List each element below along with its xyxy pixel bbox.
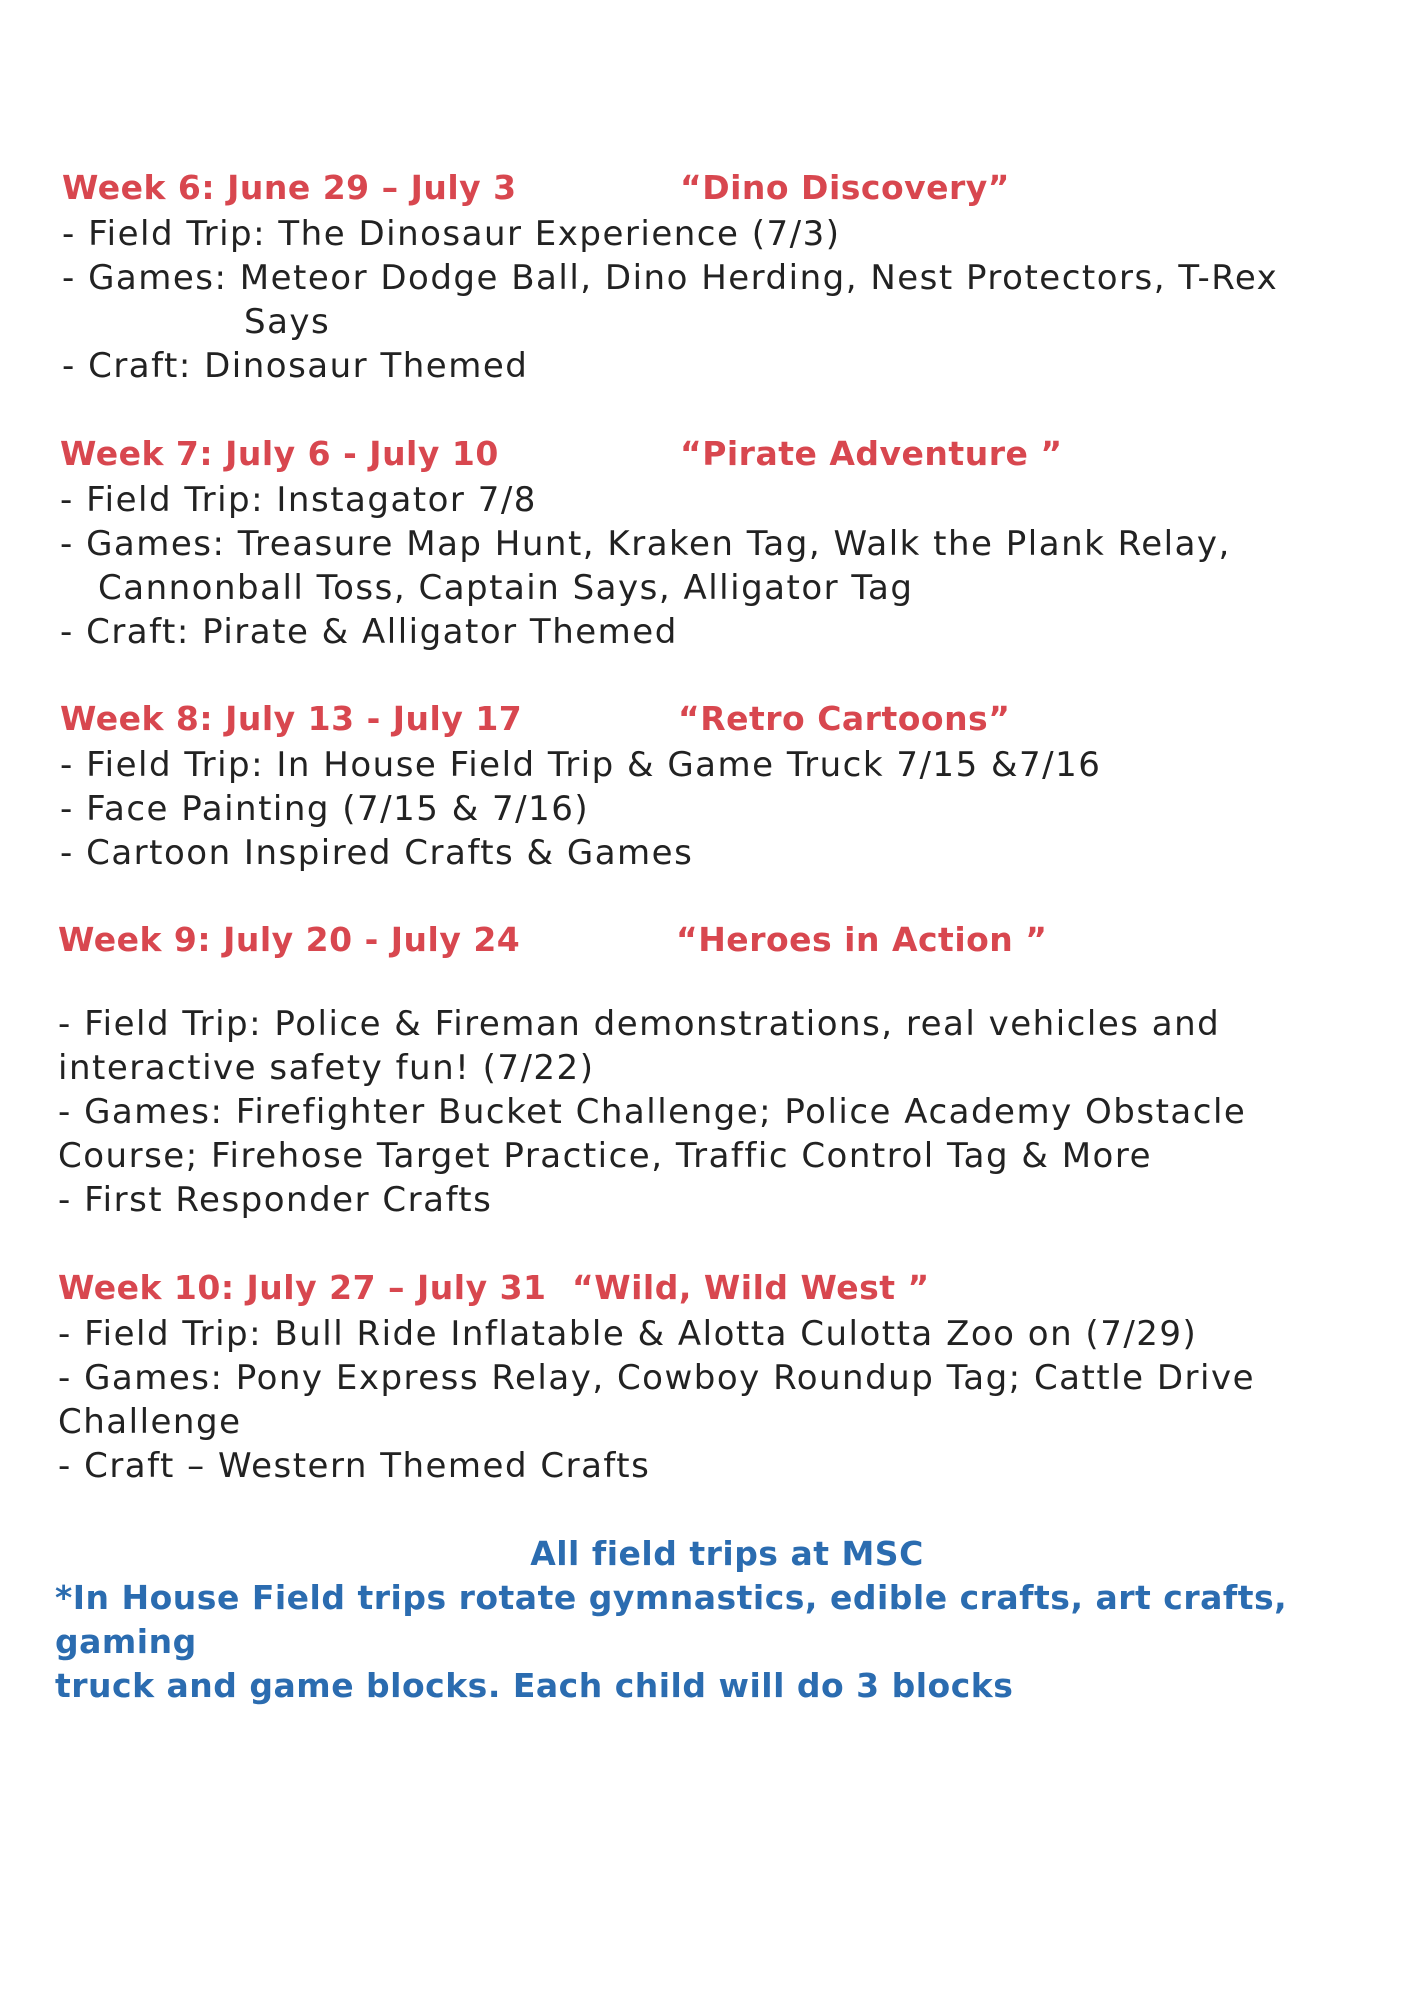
week-8-field-trip: - Field Trip: In House Field Trip & Game Truck 7/15 &7/16 <box>60 745 1102 785</box>
week-9-theme: “Heroes in Action ” <box>676 920 1048 959</box>
week-7-theme: “Pirate Adventure ” <box>680 434 1063 473</box>
week-8-section <box>0 697 1414 875</box>
week-8-face-painting: - Face Painting (7/15 & 7/16) <box>60 789 590 829</box>
footer-note <box>0 1532 1414 1708</box>
week-10-title: Week 10: July 27 – July 31 <box>58 1268 547 1307</box>
week-9-games-cont: Course; Firehose Target Practice, Traffic Control Tag & More <box>58 1136 1152 1176</box>
week-9-field-trip: - Field Trip: Police & Fireman demonstrations, real vehicles and <box>58 1004 1221 1044</box>
week-8-theme: “Retro Cartoons” <box>678 699 1011 738</box>
week-8-title: Week 8: July 13 - July 17 <box>60 699 523 738</box>
week-7-section <box>0 432 1414 654</box>
week-6-title: Week 6: June 29 – July 3 <box>62 168 517 207</box>
week-10-games: - Games: Pony Express Relay, Cowboy Roundup Tag; Cattle Drive <box>58 1358 1255 1398</box>
week-6-header <box>0 166 1414 212</box>
week-9-title: Week 9: July 20 - July 24 <box>58 920 521 959</box>
week-10-header <box>0 1266 1414 1312</box>
week-10-craft: - Craft – Western Themed Crafts <box>58 1446 651 1486</box>
week-10-theme: “Wild, Wild West ” <box>572 1268 930 1307</box>
week-6-theme: “Dino Discovery” <box>680 168 1010 207</box>
week-7-field-trip: - Field Trip: Instagator 7/8 <box>60 480 537 520</box>
week-7-games: - Games: Treasure Map Hunt, Kraken Tag, Walk the Plank Relay, <box>60 524 1231 564</box>
footer-note-line-1: *In House Field trips rotate gymnastics, edible crafts, art crafts, gaming <box>55 1578 1288 1661</box>
week-7-header <box>0 432 1414 478</box>
week-9-header <box>0 918 1414 964</box>
week-6-games-cont: Says <box>244 302 331 342</box>
week-10-games-cont: Challenge <box>58 1402 242 1442</box>
week-6-games: - Games: Meteor Dodge Ball, Dino Herding, Nest Protectors, T-Rex <box>62 258 1279 298</box>
week-8-header <box>0 697 1414 743</box>
week-9-games: - Games: Firefighter Bucket Challenge; Police Academy Obstacle <box>58 1092 1247 1132</box>
week-9-crafts: - First Responder Crafts <box>58 1180 493 1220</box>
footer-headline: All field trips at MSC <box>530 1534 924 1573</box>
footer-note-line-2: truck and game blocks. Each child will do 3 blocks <box>55 1666 1014 1705</box>
week-7-craft: - Craft: Pirate & Alligator Themed <box>60 612 678 652</box>
week-10-section <box>0 1266 1414 1488</box>
week-10-field-trip: - Field Trip: Bull Ride Inflatable & Alotta Culotta Zoo on (7/29) <box>58 1314 1198 1354</box>
week-7-title: Week 7: July 6 - July 10 <box>60 434 499 473</box>
week-9-field-trip-cont: interactive safety fun! (7/22) <box>58 1048 595 1088</box>
week-6-craft: - Craft: Dinosaur Themed <box>62 346 529 386</box>
week-8-crafts-games: - Cartoon Inspired Crafts & Games <box>60 833 694 873</box>
week-6-section <box>0 166 1414 388</box>
week-6-field-trip: - Field Trip: The Dinosaur Experience (7/3) <box>62 214 841 254</box>
week-9-section <box>0 918 1414 1222</box>
week-7-games-cont: Cannonball Toss, Captain Says, Alligator Tag <box>98 568 914 608</box>
